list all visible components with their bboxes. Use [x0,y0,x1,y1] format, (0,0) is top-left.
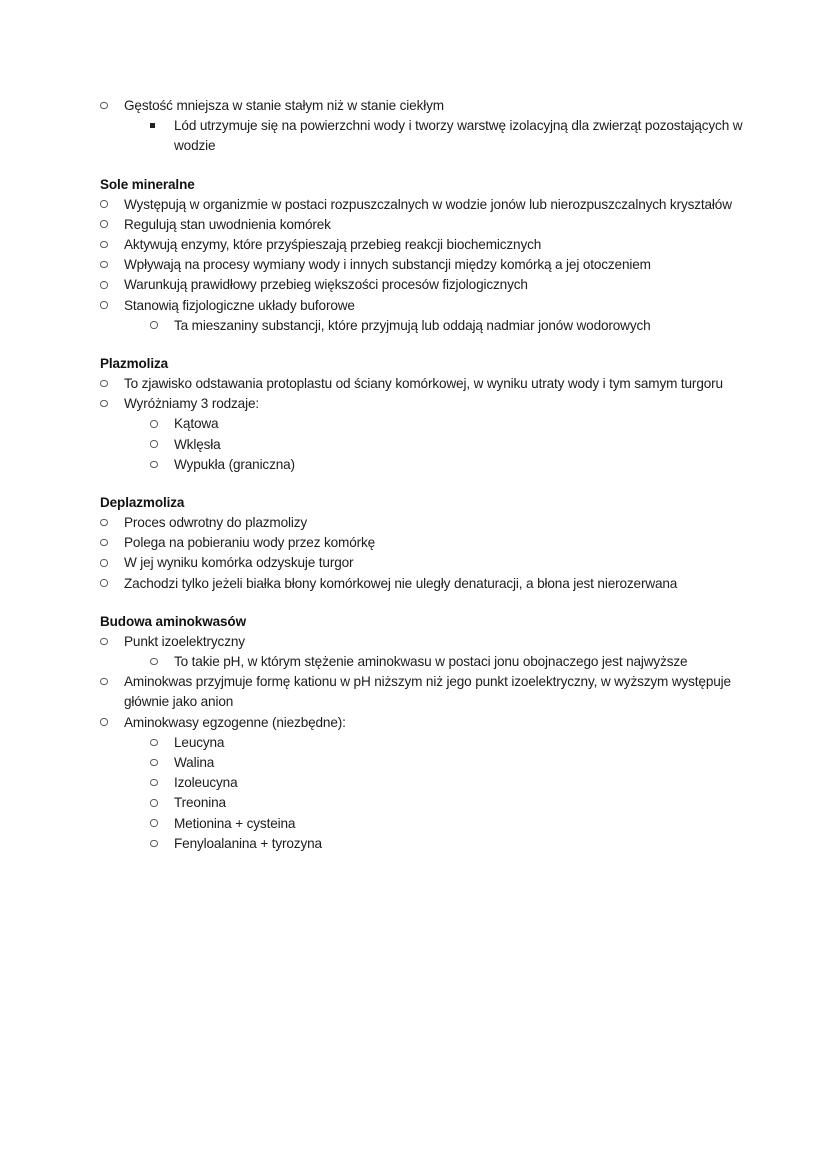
list-item [100,574,760,594]
list-item-text: W jej wyniku komórka odzyskuje turgor [124,555,354,571]
square-bullet-icon [150,116,166,136]
list-item-text: Proces odwrotny do plazmolizy [124,515,308,531]
sections-root [100,175,760,854]
list-item-text: Występują w organizmie w postaci rozpuszczalnych w wodzie jonów lub nierozpuszczalnych kryształów [124,196,732,212]
list-item-text: Walina [174,755,215,771]
list-item [100,215,760,235]
list-item-text: Wypukła (graniczna) [174,456,295,472]
circle-bullet-icon [100,672,116,692]
list-item-text: Zachodzi tylko jeżeli białka błony komórkowej nie uległy denaturacji, a błona jest nierozerwana [124,575,678,591]
list-item-text: Stanowią fizjologiczne układy buforowe [124,297,355,313]
list-item [150,455,760,475]
circle-bullet-icon [150,814,166,834]
list-item [150,814,760,834]
document-body [100,96,760,854]
list-item [150,316,760,336]
section-heading: Budowa aminokwasów [100,613,246,629]
list-item [100,374,760,394]
section-heading: Plazmoliza [100,356,169,372]
circle-bullet-icon [150,414,166,434]
list-item [150,753,760,773]
list-item-text: Treonina [174,795,226,811]
circle-bullet-icon [100,713,116,733]
list-item [150,733,760,753]
list-item-text: Fenyloalanina + tyrozyna [174,835,322,851]
section-heading: Sole mineralne [100,176,195,192]
circle-bullet-icon [150,793,166,813]
list-item [100,296,760,336]
circle-bullet-icon [150,455,166,475]
section-list [100,374,760,475]
list-item [150,652,760,672]
circle-bullet-icon [100,513,116,533]
list-item [100,533,760,553]
list-item-text: Wpływają na procesy wymiany wody i innych substancji między komórką a jej otoczeniem [124,257,651,273]
list-item-text: Polega na pobieraniu wody przez komórkę [124,535,376,551]
nested-list [150,733,760,854]
list-item-text: Aminokwas przyjmuje formę kationu w pH niższym niż jego punkt izoelektryczny, w wyższym występuje głównie jako anion [124,674,731,710]
nested-list [150,316,760,336]
list-item-text: Metionina + cysteina [174,815,296,831]
list-item [100,713,760,854]
list-item [100,553,760,573]
circle-bullet-icon [100,275,116,295]
list-item [100,235,760,255]
list-item [100,275,760,295]
circle-bullet-icon [150,733,166,753]
list-item-text: Warunkują prawidłowy przebieg większości procesów fizjologicznych [124,277,528,293]
list-item [100,672,760,712]
list-item-text: Gęstość mniejsza w stanie stałym niż w stanie ciekłym [124,98,444,113]
list-item-text: Lód utrzymuje się na powierzchni wody i tworzy warstwę izolacyjną dla zwierząt pozostających w wodzie [174,118,743,154]
list-item [100,513,760,533]
circle-bullet-icon [150,753,166,773]
list-item-text: Leucyna [174,734,225,750]
circle-bullet-icon [100,574,116,594]
section-list [100,195,760,336]
nested-list [150,652,760,672]
list-item [150,773,760,793]
circle-bullet-icon [150,435,166,455]
nested-list [150,414,760,475]
list-item-text: Kątowa [174,416,219,432]
circle-bullet-icon [100,374,116,394]
circle-bullet-icon [100,296,116,316]
nested-list [150,116,760,156]
circle-bullet-icon [150,773,166,793]
list-item [150,414,760,434]
circle-bullet-icon [100,632,116,652]
list-item-text: To takie pH, w którym stężenie aminokwasu w postaci jonu obojnaczego jest najwyższe [174,654,688,670]
list-item [100,394,760,475]
list-item [150,116,760,156]
list-item-text: Ta mieszaniny substancji, które przyjmują lub oddają nadmiar jonów wodorowych [174,317,651,333]
list-item [100,255,760,275]
section-list [100,513,760,594]
circle-bullet-icon [100,96,116,116]
list-item [100,632,760,672]
list-item-text: Aminokwasy egzogenne (niezbędne): [124,714,346,730]
list-item-text: Aktywują enzymy, które przyśpieszają przebieg reakcji biochemicznych [124,237,542,253]
list-item-text: Wyróżniamy 3 rodzaje: [124,396,259,412]
list-item-text: Regulują stan uwodnienia komórek [124,216,331,232]
circle-bullet-icon [100,215,116,235]
list-item [150,793,760,813]
list-item-text: To zjawisko odstawania protoplastu od ściany komórkowej, w wyniku utraty wody i tym samym turgoru [124,376,723,392]
circle-bullet-icon [100,533,116,553]
list-item [150,435,760,455]
circle-bullet-icon [150,652,166,672]
circle-bullet-icon [100,255,116,275]
list-item [100,96,760,157]
section-heading: Deplazmoliza [100,495,185,511]
list-item [100,195,760,215]
circle-bullet-icon [100,195,116,215]
section-list [100,632,760,854]
circle-bullet-icon [100,553,116,573]
circle-bullet-icon [150,316,166,336]
circle-bullet-icon [100,394,116,414]
list-item [150,834,760,854]
circle-bullet-icon [150,834,166,854]
circle-bullet-icon [100,235,116,255]
continued-list [100,96,760,157]
list-item-text: Izoleucyna [174,775,238,791]
list-item-text: Wklęsła [174,436,221,452]
list-item-text: Punkt izoelektryczny [124,633,245,649]
